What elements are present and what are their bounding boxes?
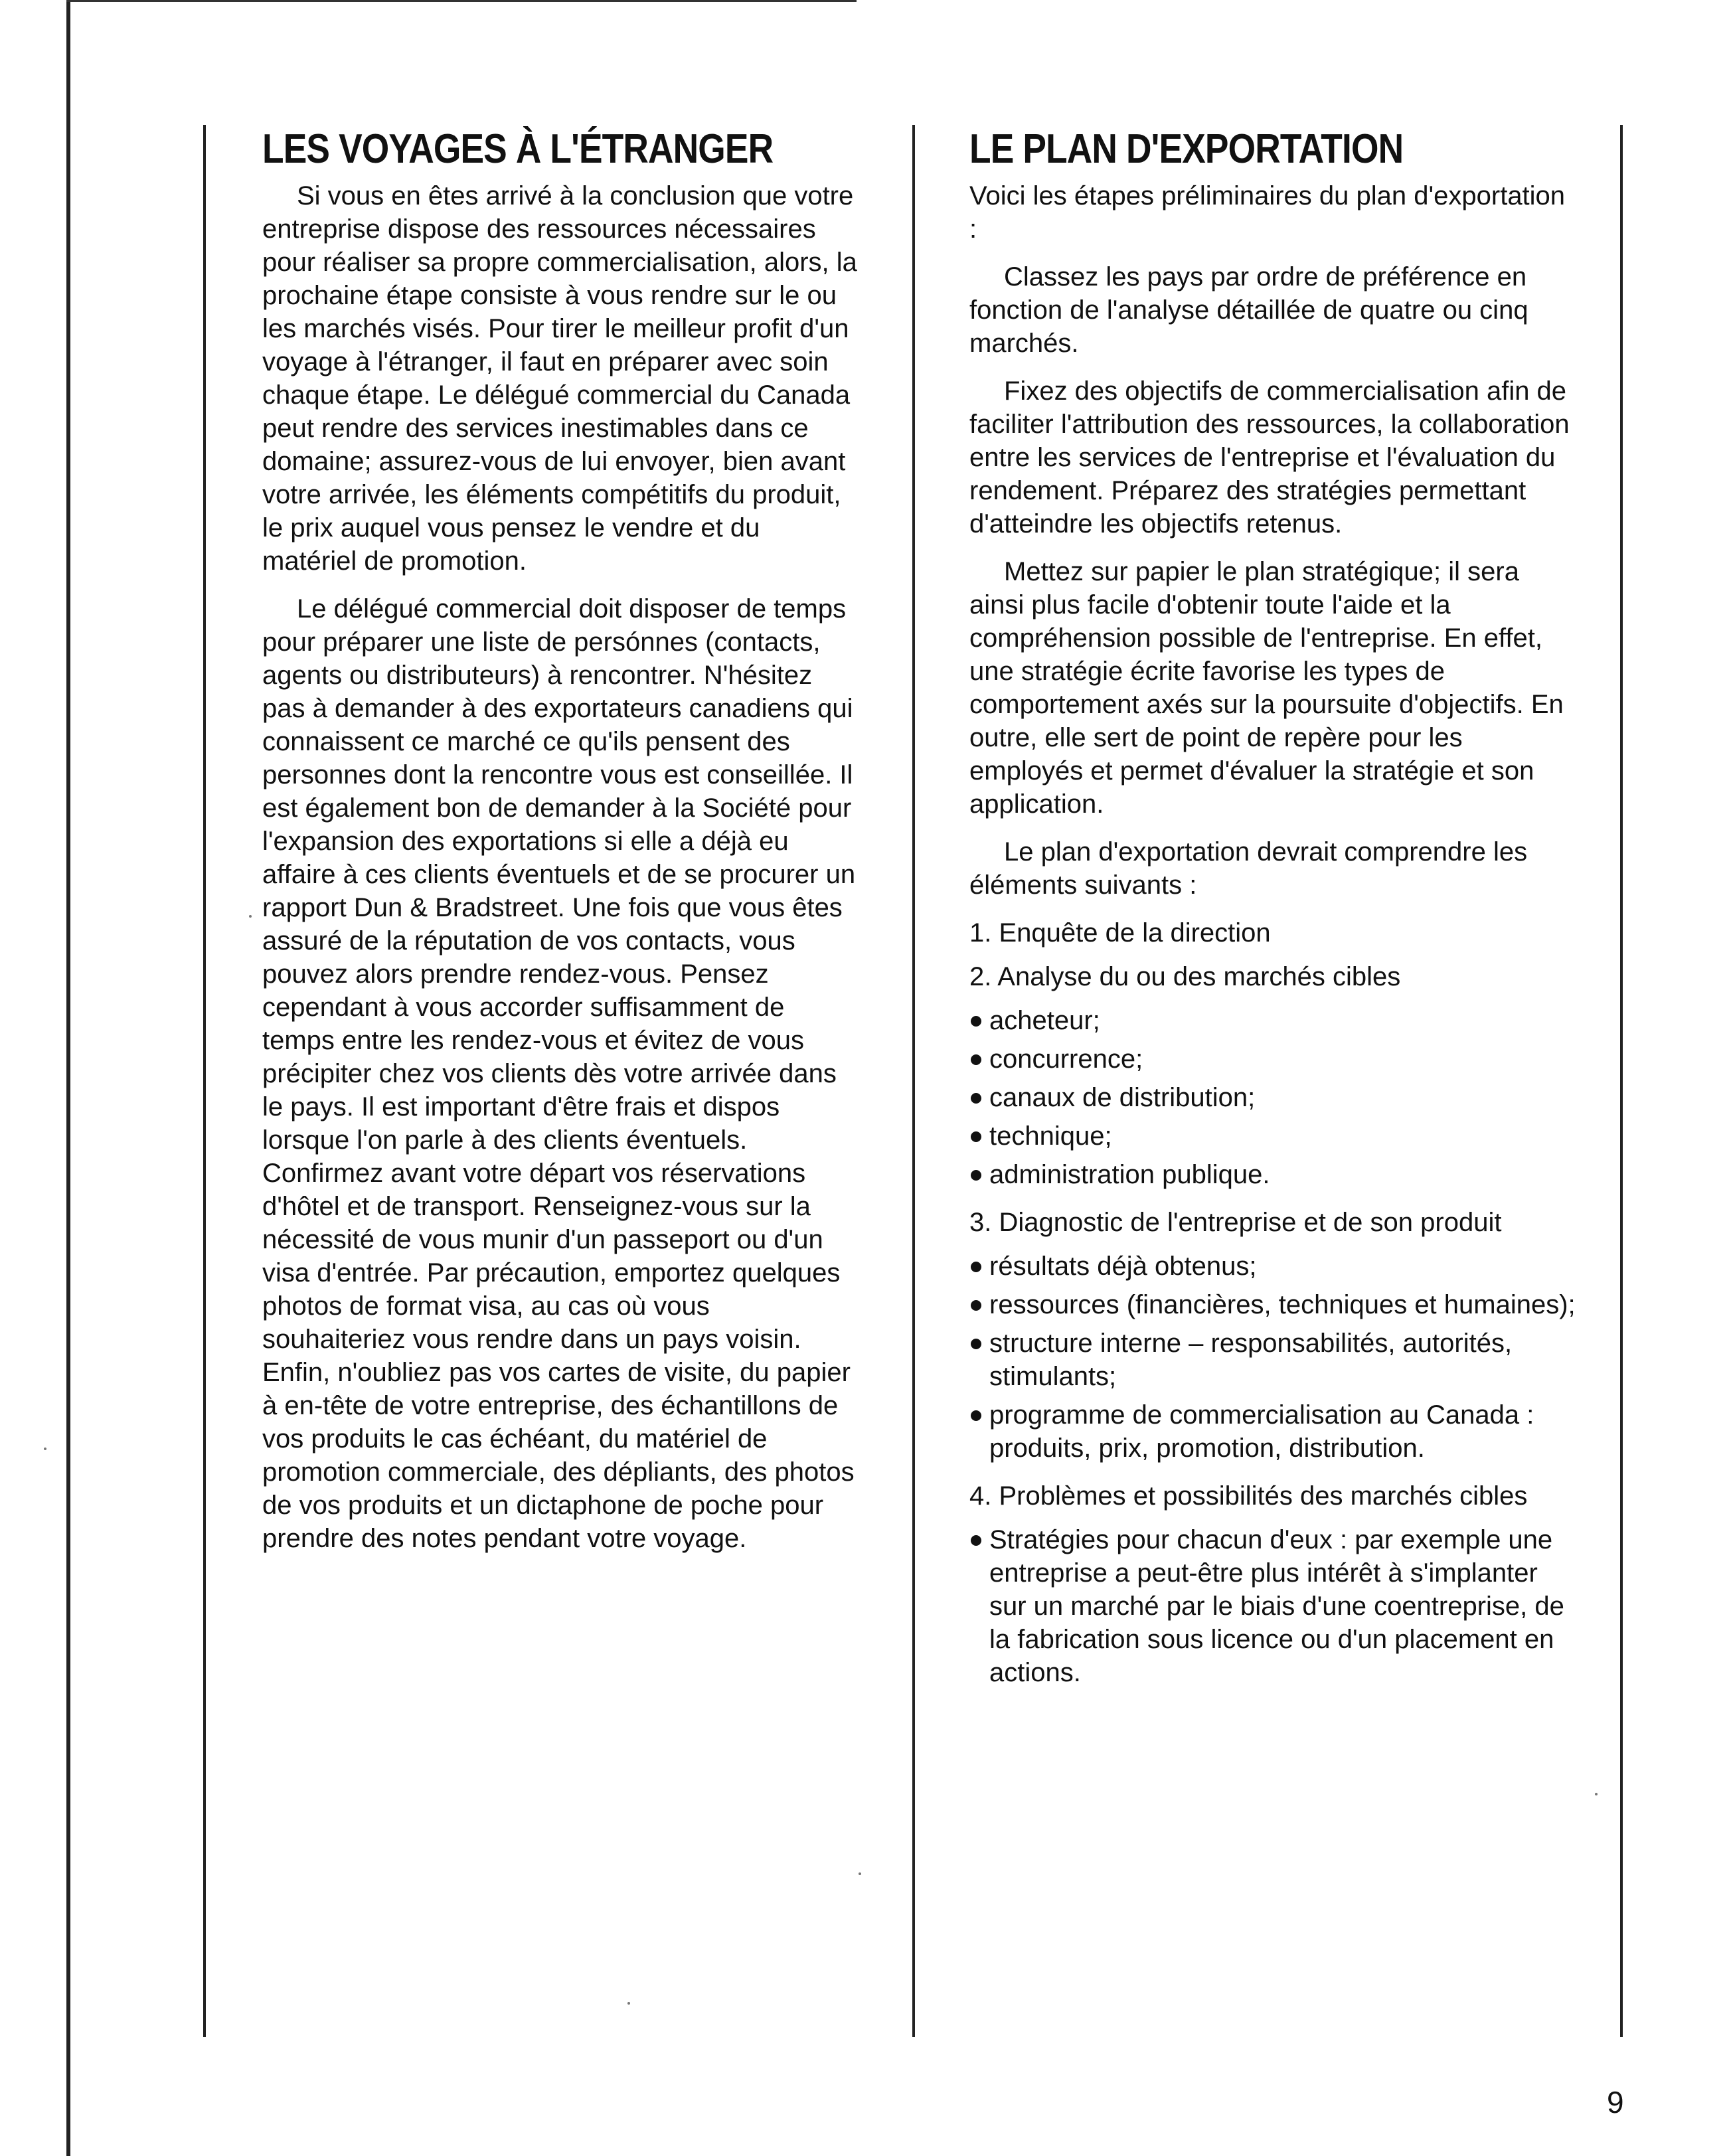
bullet-list-markets — [969, 1004, 1577, 1191]
list-item: canaux de distribution; — [969, 1081, 1577, 1114]
list-item: administration publique. — [969, 1158, 1577, 1191]
body-paragraph: Le plan d'exportation devrait comprendre les éléments suivants : — [969, 837, 1528, 900]
list-item: technique; — [969, 1119, 1577, 1153]
body-paragraph: Mettez sur papier le plan stratégique; il sera ainsi plus facile d'obtenir toute l'aide et la compréhension possible de l'entreprise. En effet, une stratégie écrite favorise les types de comportement axés sur la poursuite d'objectifs. En outre, elle sert de point de repère pour les employés et permet d'évaluer la stratégie et son application. — [969, 557, 1564, 819]
list-item: acheteur; — [969, 1004, 1577, 1037]
intro-paragraph: Voici les étapes préliminaires du plan d'exportation : — [969, 181, 1566, 244]
right-column-rule — [1620, 125, 1623, 2037]
body-paragraph: Si vous en êtes arrivé à la conclusion que votre entreprise dispose des ressources nécessaires pour réaliser sa propre commercialisation, alors, la prochaine étape consiste à vous rendre sur le ou les marchés visés. Pour tirer le meilleur profit d'un voyage à l'étranger, il faut en préparer avec soin chaque étape. Le délégué commercial du Canada peut rendre des services inestimables dans ce domaine; assurez-vous de lui envoyer, bien avant votre arrivée, les éléments compétitifs du produit, le prix auquel vous pensez le vendre et du matériel de promotion. — [262, 181, 857, 576]
numbered-item-1: 1. Enquête de la direction — [969, 918, 1271, 948]
section-title-voyages: LES VOYAGES À L'ÉTRANGER — [262, 126, 774, 172]
list-item: ressources (financières, techniques et humaines); — [969, 1288, 1577, 1321]
binding-edge-line — [66, 0, 70, 2156]
scan-speck — [627, 2002, 630, 2005]
page-number: 9 — [1607, 2085, 1624, 2119]
list-item: Stratégies pour chacun d'eux : par exemple une entreprise a peut-être plus intérêt à s'implanter sur un marché par le biais d'une coentreprise, de la fabrication sous licence ou d'un placement en actions. — [969, 1523, 1577, 1689]
scan-speck — [1595, 1793, 1598, 1795]
right-column — [969, 124, 1577, 1704]
section-title-plan: LE PLAN D'EXPORTATION — [969, 126, 1404, 172]
list-item: concurrence; — [969, 1042, 1577, 1076]
numbered-item-3: 3. Diagnostic de l'entreprise et de son produit — [969, 1208, 1502, 1237]
list-item: résultats déjà obtenus; — [969, 1250, 1577, 1283]
body-paragraph: Le délégué commercial doit disposer de temps pour préparer une liste de persónnes (contacts, agents ou distributeurs) à rencontrer. N'hésitez pas à demander à des exportateurs canadiens qui connaissent ce marché ce qu'ils pensent des personnes dont la rencontre vous est conseillée. Il est également bon de demander à la Société pour l'expansion des exportations si elle a déjà eu affaire à ces clients éventuels et de se procurer un rapport Dun & Bradstreet. Une fois que vous êtes assuré de la réputation de vos contacts, vous pouvez alors prendre rendez-vous. Pensez cependant à vous accorder suffisamment de temps entre les rendez-vous et évitez de vous précipiter chez vos clients dès votre arrivée dans le pays. Il est important d'être frais et dispos lorsque l'on parle à des clients éventuels. Confirmez avant votre départ vos réservations d'hôtel et de transport. Renseignez-vous sur la nécessité de vous munir d'un passeport ou d'un visa d'entrée. Par précaution, emportez quelques photos de format visa, au cas où vous souhaiteriez vous rendre dans un pays voisin. Enfin, n'oubliez pas vos cartes de visite, du papier à en-tête de votre entreprise, des échantillons de vos produits le cas échéant, du matériel de promotion commerciale, des dépliants, des photos de vos produits et un dictaphone de poche pour prendre des notes pendant votre voyage. — [262, 594, 856, 1553]
numbered-item-4: 4. Problèmes et possibilités des marchés cibles — [969, 1481, 1528, 1511]
scan-speck — [859, 1872, 861, 1875]
list-item: structure interne – responsabilités, autorités, stimulants; — [969, 1327, 1577, 1393]
middle-column-rule — [912, 125, 915, 2037]
left-column — [262, 124, 860, 1570]
scan-speck — [249, 915, 252, 918]
top-edge-line — [66, 0, 857, 2]
bullet-list-strategies — [969, 1523, 1577, 1689]
bullet-list-diagnostic — [969, 1250, 1577, 1465]
body-paragraph: Fixez des objectifs de commercialisation afin de faciliter l'attribution des ressources, la collaboration entre les services de l'entreprise et l'évaluation du rendement. Préparez des stratégies permettant d'atteindre les objectifs retenus. — [969, 376, 1570, 539]
body-paragraph: Classez les pays par ordre de préférence en fonction de l'analyse détaillée de quatre ou cinq marchés. — [969, 262, 1528, 358]
left-column-rule — [203, 125, 206, 2037]
scan-speck — [44, 1448, 46, 1450]
numbered-item-2: 2. Analyse du ou des marchés cibles — [969, 962, 1401, 991]
list-item: programme de commercialisation au Canada : produits, prix, promotion, distribution. — [969, 1398, 1577, 1465]
